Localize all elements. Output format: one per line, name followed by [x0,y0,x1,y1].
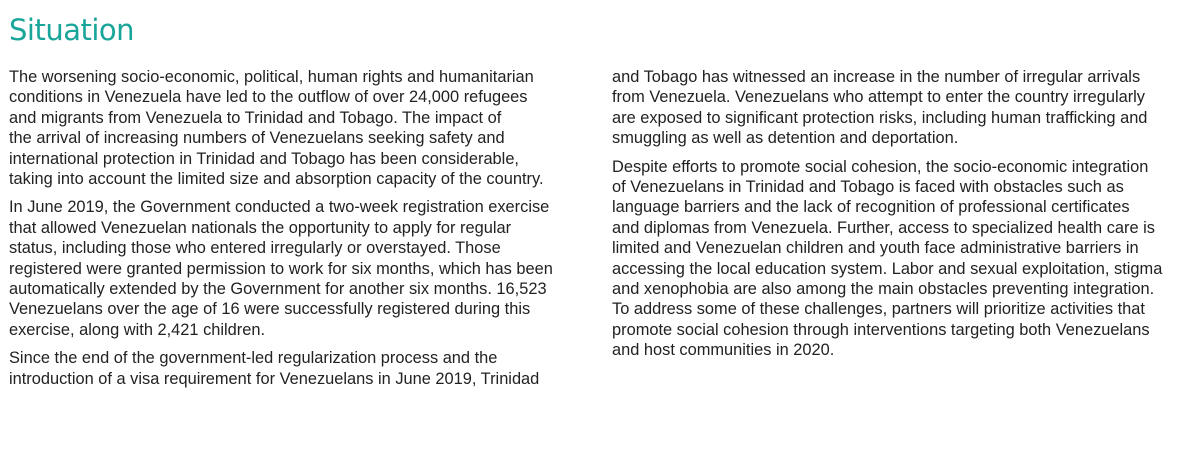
left-column [9,67,594,389]
section-title: Situation [9,13,135,47]
paragraph-visa-requirement-start: Since the end of the government-led regularization process and the introduction of a visa requirement for Venezuelans in June 2019, Trinidad [9,349,540,388]
paragraph-visa-requirement-continued: and Tobago has witnessed an increase in the number of irregular arrivals from Venezuela. Venezuelans who attempt to enter the country irregularly are exposed to significant protection risks, including human trafficking and smuggling as well as detention and deportation. [612,68,1148,148]
paragraph-situation-overview: The worsening socio-economic, political, human rights and humanitarian conditions in Venezuela have led to the outflow of over 24,000 refugees and migrants from Venezuela to Trinidad and Tobago. The impact of the arrival of increasing numbers of Venezuelans seeking safety and international protection in Trinidad and Tobago has been considerable, taking into account the limited size and absorption capacity of the country. [9,68,544,189]
paragraph-integration-obstacles: Despite efforts to promote social cohesion, the socio-economic integration of Venezuelans in Trinidad and Tobago is faced with obstacles such as language barriers and the lack of recognition of professional certificates and diplomas from Venezuela. Further, access to specialized health care is limited and Venezuelan children and youth face administrative barriers in accessing the local education system. Labor and sexual exploitation, stigma and xenophobia are also among the main obstacles preventing integration. To address some of these challenges, partners will prioritize activities that promote social cohesion through interventions targeting both Venezuelans and host communities in 2020. [612,157,1163,360]
right-column [612,67,1197,361]
paragraph-registration-exercise: In June 2019, the Government conducted a two-week registration exercise that allowed Venezuelan nationals the opportunity to apply for regular status, including those who entered irregularly or overstayed. Those registered were granted permission to work for six months, which has been automatically extended by the Government for another six months. 16,523 Venezuelans over the age of 16 were successfully registered during this exercise, along with 2,421 children. [9,198,553,339]
